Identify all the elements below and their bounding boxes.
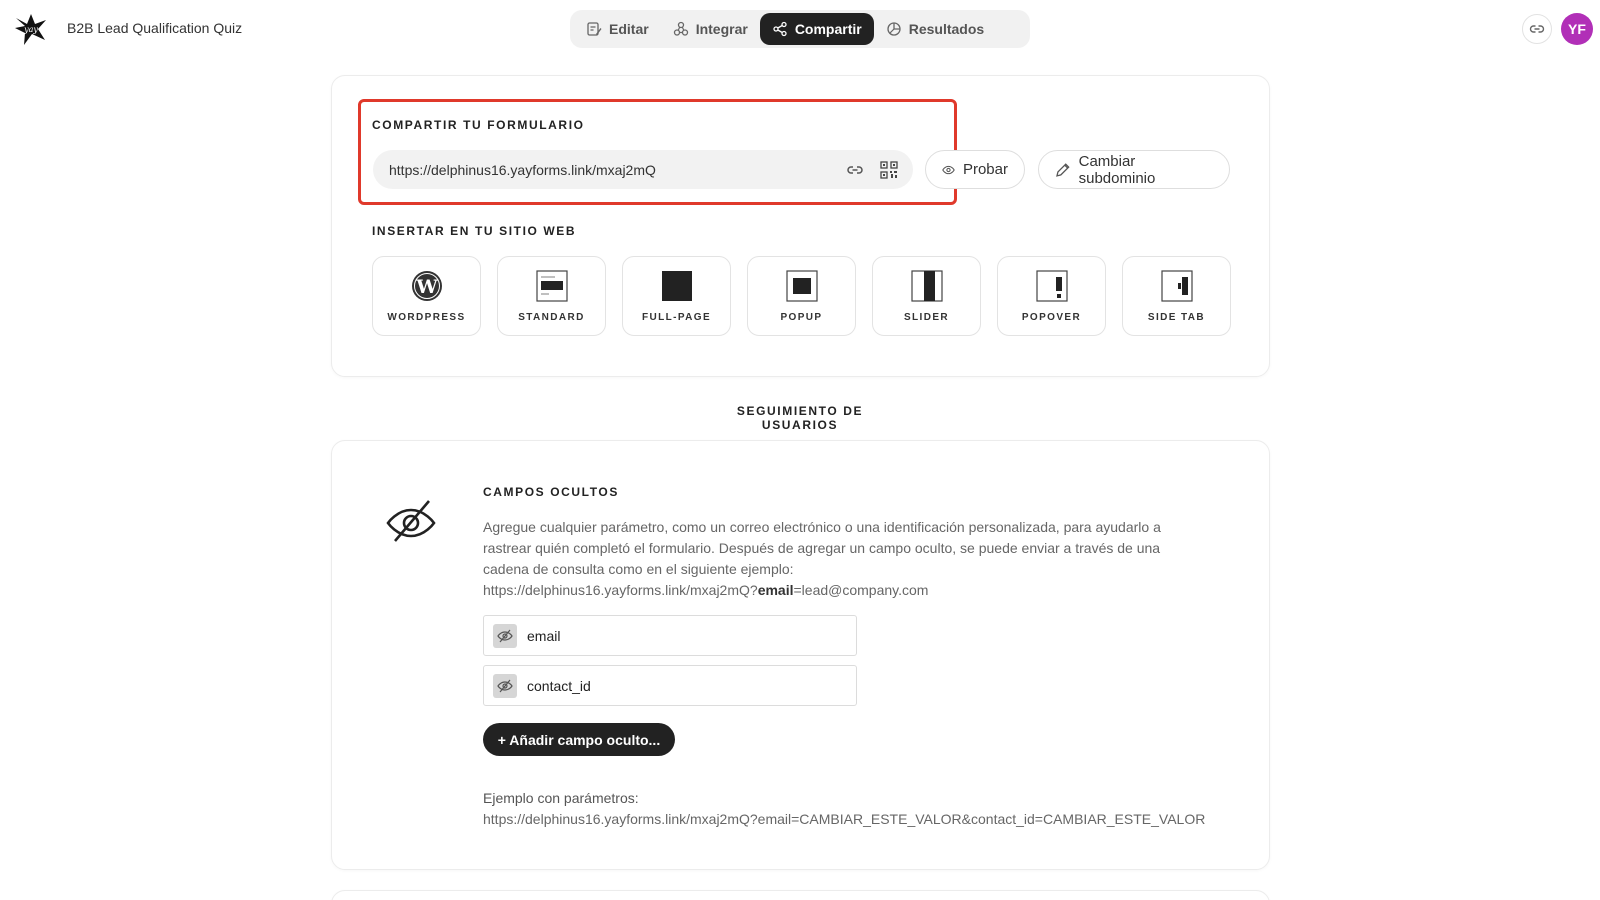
tab-compartir[interactable] [760, 13, 874, 45]
edit-icon [586, 21, 602, 37]
test-form-label: Probar [962, 161, 1008, 178]
eye-icon [942, 162, 955, 178]
full-page-icon [661, 270, 693, 302]
eye-off-small-icon [493, 624, 517, 648]
embed-label: SLIDER [903, 311, 950, 323]
link-icon [1529, 21, 1545, 37]
main-nav [570, 10, 1030, 48]
copy-link-button[interactable] [1522, 14, 1552, 44]
svg-text:W: W [415, 275, 438, 298]
example-label: Ejemplo con parámetros: [483, 790, 639, 806]
yayforms-logo-icon[interactable] [14, 12, 48, 46]
tab-label: Integrar [695, 21, 748, 37]
next-card [331, 890, 1270, 900]
embed-label: POPOVER [1021, 311, 1082, 323]
popover-icon [1036, 270, 1068, 302]
form-title[interactable]: B2B Lead Qualification Quiz [67, 20, 243, 36]
embed-side-tab[interactable] [1122, 256, 1231, 336]
popup-icon [786, 270, 818, 302]
embed-standard[interactable] [497, 256, 606, 336]
hidden-field-contact-id[interactable] [483, 665, 857, 706]
svg-text:yay: yay [24, 25, 38, 34]
hidden-field-name: email [527, 627, 561, 644]
example-inline-param: email [757, 582, 794, 598]
hidden-field-name: contact_id [527, 677, 591, 694]
embed-full-page[interactable] [622, 256, 731, 336]
wordpress-icon [411, 270, 443, 302]
tab-label: Resultados [908, 21, 985, 37]
embed-section-title: INSERTAR EN TU SITIO WEB [372, 224, 577, 238]
embed-label: STANDARD [518, 311, 585, 323]
example-inline-suffix: =lead@company.com [793, 582, 929, 598]
pencil-icon [1055, 162, 1071, 178]
tab-resultados[interactable] [874, 13, 996, 45]
hidden-fields-description [483, 517, 1198, 601]
share-url-text[interactable]: https://delphinus16.yayforms.link/mxaj2mQ [389, 161, 656, 178]
change-subdomain-button[interactable] [1038, 150, 1230, 189]
share-url-field[interactable] [373, 150, 913, 189]
side-tab-icon [1161, 270, 1193, 302]
description-text: Agregue cualquier parámetro, como un correo electrónico o una identificación personalizada, para ayudarlo a rastrear quién completó el formulario. Después de agregar un campo oculto, se puede enviar a través de una cadena de consulta como en el siguiente ejemplo: [483, 519, 1161, 577]
tab-label: Compartir [794, 21, 862, 37]
example-inline-prefix: https://delphinus16.yayforms.link/mxaj2mQ? [483, 582, 758, 598]
hidden-field-email[interactable] [483, 615, 857, 656]
qr-code-button[interactable] [879, 160, 899, 180]
embed-label: FULL-PAGE [641, 311, 712, 323]
top-header [0, 0, 1600, 60]
eye-off-icon [385, 497, 437, 545]
add-hidden-field-button[interactable]: + Añadir campo oculto... [483, 723, 675, 756]
embed-label: POPUP [780, 311, 823, 323]
link-icon [846, 161, 864, 179]
test-form-button[interactable] [925, 150, 1025, 189]
eye-off-small-icon [493, 674, 517, 698]
embed-wordpress[interactable] [372, 256, 481, 336]
qr-code-icon [880, 161, 898, 179]
slider-icon [911, 270, 943, 302]
embed-popup[interactable] [747, 256, 856, 336]
embed-label: WORDPRESS [387, 311, 466, 323]
results-icon [886, 21, 902, 37]
standard-embed-icon [536, 270, 568, 302]
embed-slider[interactable] [872, 256, 981, 336]
tab-editar[interactable] [574, 13, 661, 45]
example-url[interactable]: https://delphinus16.yayforms.link/mxaj2mQ?email=CAMBIAR_ESTE_VALOR&contact_id=CAMBIAR_ESTE_VALOR [483, 811, 1206, 827]
embed-popover[interactable] [997, 256, 1106, 336]
share-icon [772, 21, 788, 37]
share-section-title: COMPARTIR TU FORMULARIO [372, 118, 585, 132]
change-subdomain-label: Cambiar subdominio [1078, 152, 1156, 187]
tracking-section-title: SEGUIMIENTO DE USUARIOS [736, 404, 864, 432]
user-avatar[interactable]: YF [1561, 13, 1593, 45]
copy-url-button[interactable] [845, 160, 865, 180]
embed-label: SIDE TAB [1147, 311, 1206, 323]
tab-label: Editar [609, 21, 649, 37]
integrations-icon [673, 21, 689, 37]
tab-integrar[interactable] [661, 13, 760, 45]
embed-options [372, 256, 1231, 336]
hidden-fields-title: CAMPOS OCULTOS [483, 485, 619, 499]
